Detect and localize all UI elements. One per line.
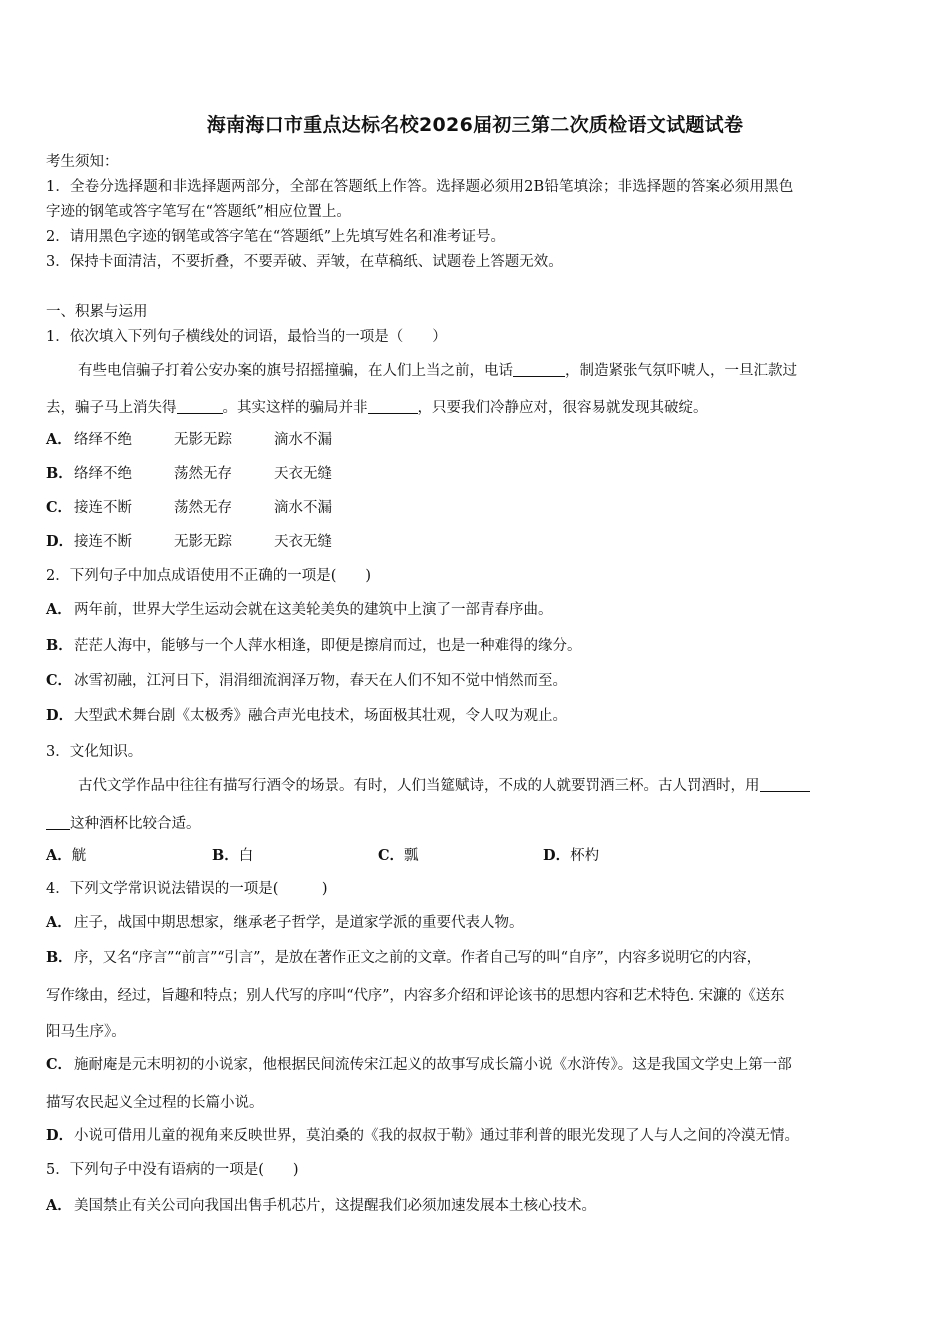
exam-title: 海南海口市重点达标名校2026届初三第二次质检语文试题试卷 (206, 114, 744, 136)
q2-option-c[interactable]: C． 冰雪初融，江河日下，涓涓细流润泽万物，春天在人们不知不觉中悄然而至。 (46, 672, 567, 689)
q4-option-a[interactable]: A． 庄子，战国中期思想家，继承老子哲学，是道家学派的重要代表人物。 (46, 914, 524, 931)
q3-stem: 3．文化知识。 (46, 744, 143, 760)
q3-option-c[interactable]: C．瓢 (378, 847, 419, 864)
q1-option-c[interactable]: C． 接连不断 荡然无存 滴水不漏 (46, 499, 332, 516)
q4-option-d[interactable]: D．小说可借用儿童的视角来反映世界，莫泊桑的《我的叔叔于勒》通过菲利普的眼光发现了人与人之间的冷漠无情。 (46, 1127, 799, 1144)
answer-blank (760, 776, 810, 792)
q5-option-a[interactable]: A． 美国禁止有关公司向我国出售手机芯片，这提醒我们必须加速发展本土核心技术。 (46, 1197, 596, 1214)
q4-option-b-line-2: 写作缘由，经过，旨趣和特点；别人代写的序叫“代序”，内容多介绍和评论该书的思想内容和艺术特色. 宋濂的《送东 (46, 988, 785, 1004)
q1-stem: 1．依次填入下列句子横线处的词语，最恰当的一项是（ ） (46, 329, 447, 345)
notice-item-1-cont: 字迹的钢笔或答字笔写在“答题纸”相应位置上。 (46, 204, 351, 220)
q4-option-c-line-2: 描写农民起义全过程的长篇小说。 (46, 1095, 264, 1111)
q4-option-b-line-3: 阳马生序》。 (46, 1024, 126, 1040)
q3-passage-line-2: 这种酒杯比较合适。 (46, 814, 908, 834)
answer-blank (513, 361, 565, 377)
q2-option-a[interactable]: A． 两年前，世界大学生运动会就在这美轮美奂的建筑中上演了一部青春序曲。 (46, 601, 553, 618)
notice-item-2: 2．请用黑色字迹的钢笔或答字笔在“答题纸”上先填写姓名和准考证号。 (46, 229, 506, 245)
answer-blank (368, 398, 418, 414)
q2-option-d[interactable]: D．大型武术舞台剧《太极秀》融合声光电技术，场面极其壮观，令人叹为观止。 (46, 707, 567, 724)
q2-option-b[interactable]: B．茫茫人海中，能够与一个人萍水相逢，即便是擦肩而过，也是一种难得的缘分。 (46, 637, 582, 654)
q3-option-a[interactable]: A．觥 (46, 847, 87, 864)
notice-item-1: 1．全卷分选择题和非选择题两部分，全部在答题纸上作答。选择题必须用2B铅笔填涂；非选择题的答案必须用黑色 (46, 179, 794, 195)
q4-stem: 4．下列文学常识说法错误的一项是( ) (46, 881, 328, 897)
notice-heading: 考生须知： (46, 154, 119, 170)
q4-option-b[interactable]: B． 序，又名“序言”“前言”“引言”，是放在著作正文之前的文章。作者自己写的叫“自序”，内容多说明它的内容， (46, 949, 761, 966)
q1-option-d[interactable]: D．接连不断 无影无踪 天衣无缝 (46, 533, 332, 550)
answer-blank (46, 814, 70, 830)
q1-option-b[interactable]: B．络绎不绝 荡然无存 天衣无缝 (46, 465, 332, 482)
q3-option-b[interactable]: B．白 (212, 847, 254, 864)
q2-stem: 2．下列句子中加点成语使用不正确的一项是( ) (46, 568, 372, 584)
q4-option-c[interactable]: C． 施耐庵是元末明初的小说家，他根据民间流传宋江起义的故事写成长篇小说《水浒传》。这是我国文学史上第一部 (46, 1056, 792, 1073)
q1-passage-line-2: 去，骗子马上消失得 。其实这样的骗局并非 ，只要我们冷静应对，很容易就发现其破绽。 (46, 400, 708, 416)
answer-blank (177, 398, 223, 414)
q1-option-a[interactable]: A． 络绎不绝 无影无踪 滴水不漏 (46, 431, 332, 448)
section-heading: 一、积累与运用 (46, 304, 148, 320)
q3-option-d[interactable]: D．杯杓 (543, 847, 600, 864)
q5-stem: 5．下列句子中没有语病的一项是( ) (46, 1162, 299, 1178)
q3-passage-line-1: 古代文学作品中往往有描写行酒令的场景。有时，人们当筵赋诗，不成的人就要罚酒三杯。古人罚酒时，用 (78, 776, 908, 796)
q1-passage-line-1: 有些电信骗子打着公安办案的旗号招摇撞骗，在人们上当之前，电话 ，制造紧张气氛吓唬人，一旦汇款过 (78, 363, 797, 379)
notice-item-3: 3．保持卡面清洁，不要折叠，不要弄破、弄皱，在草稿纸、试题卷上答题无效。 (46, 254, 563, 270)
